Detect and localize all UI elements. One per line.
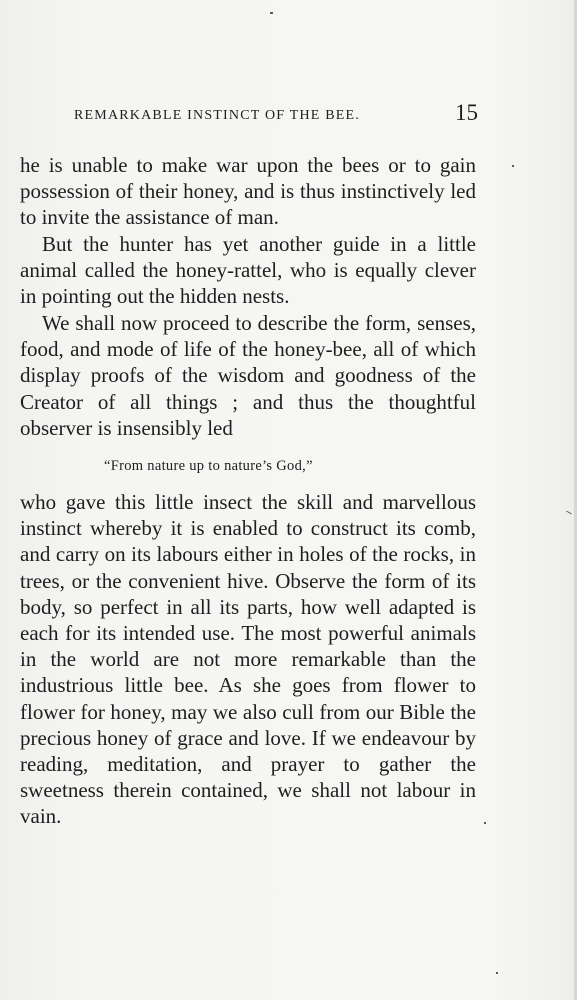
print-speck: [484, 822, 486, 824]
print-speck: [270, 12, 273, 14]
print-speck: [512, 165, 514, 167]
body-paragraph-4: who gave this little insect the skill and marvellous instinct whereby it is enabled to construct its comb, and carry on its labours either in holes of the rocks, in trees, or the convenient hive. Observe the form of its body, so perfect in all its parts, how well adapted is each for its intended use. The most powerful animals in the world are not more remarkable than the industrious little bee. As she goes from flower to flower for honey, may we also cull from our Bible the precious honey of grace and love. If we endeavour by reading, meditation, and prayer to gather the sweetness therein contained, we shall not labour in vain.: [20, 490, 476, 829]
quotation-line: “From nature up to nature’s God,”: [104, 458, 313, 474]
page-number: 15: [455, 100, 478, 125]
page-header: [74, 100, 478, 130]
body-paragraph-1: he is unable to make war upon the bees or to gain possession of their honey, and is thus instinctively led to invite the assistance of man.: [20, 153, 476, 230]
print-speck: [496, 972, 498, 974]
body-paragraph-2: But the hunter has yet another guide in a little animal called the honey-rattel, who is equally clever in pointing out the hidden nests.: [20, 232, 476, 309]
running-title: REMARKABLE INSTINCT OF THE BEE.: [74, 108, 360, 123]
print-speck: [566, 511, 572, 515]
body-paragraph-3: We shall now proceed to describe the form, senses, food, and mode of life of the honey-bee, all of which display proofs of the wisdom and goodness of the Creator of all things ; and thus the thoughtful observer is insensibly led: [20, 311, 476, 440]
